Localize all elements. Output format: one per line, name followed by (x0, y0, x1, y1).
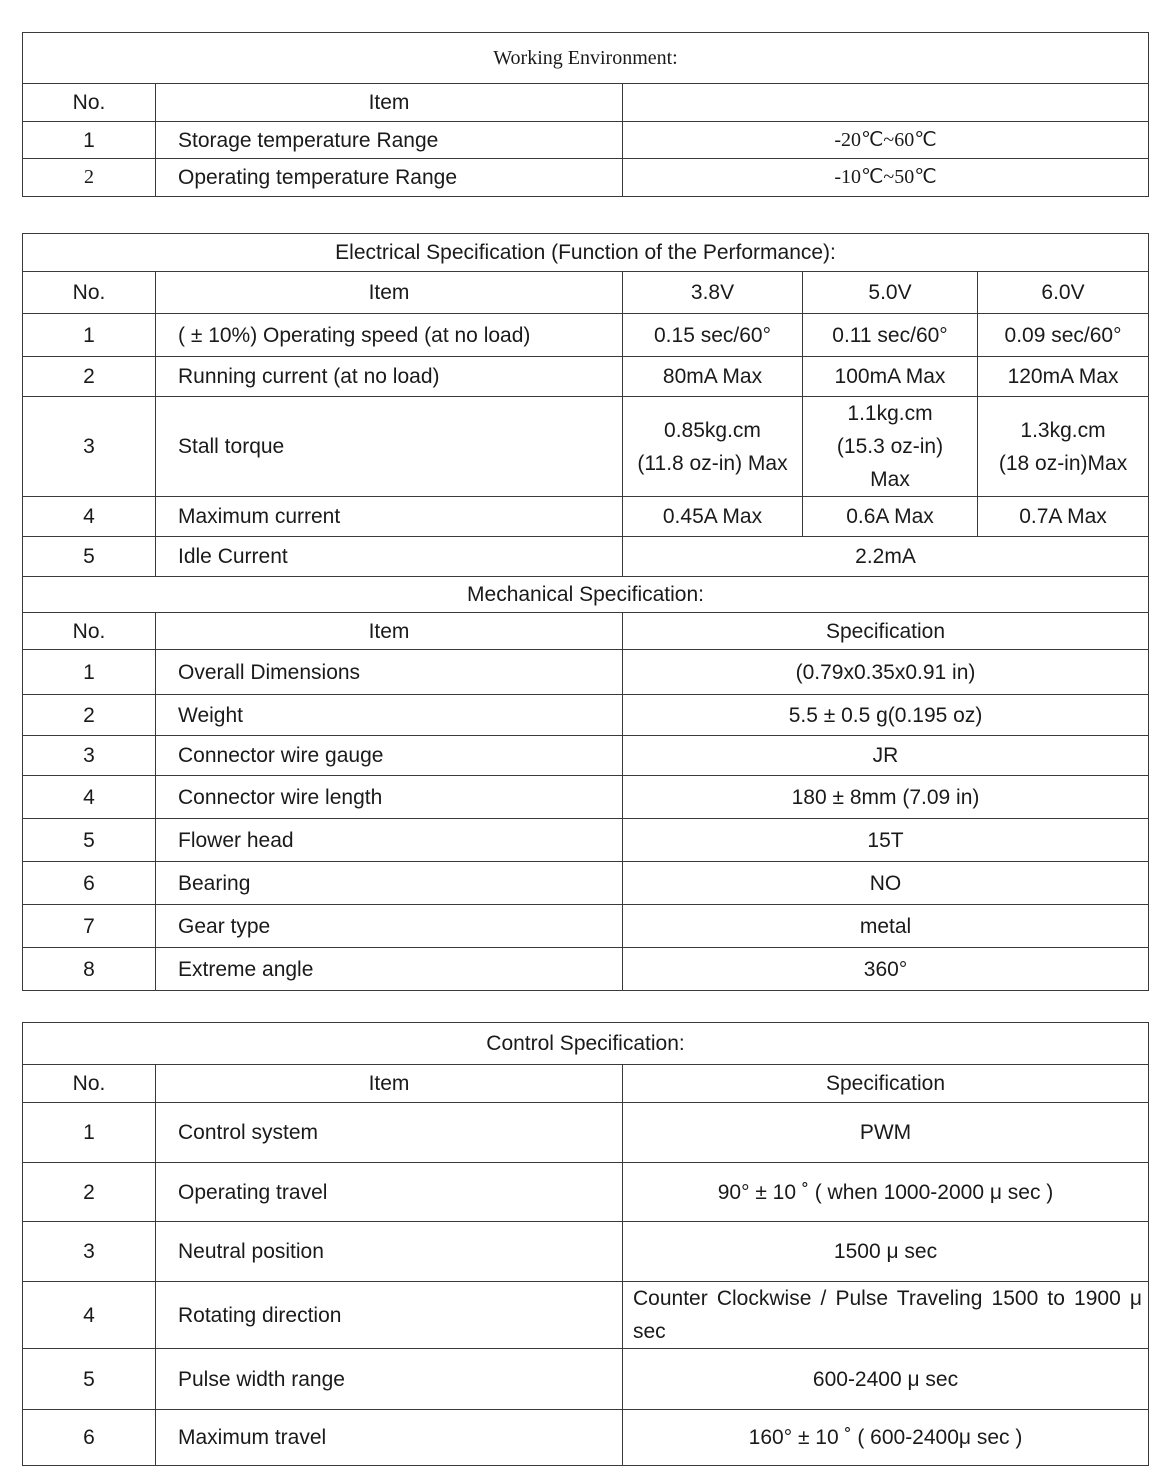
table-row (23, 497, 1149, 537)
row-no: 2 (23, 159, 156, 197)
row-value: -10℃~50℃ (623, 159, 1149, 197)
row-value: Counter Clockwise / Pulse Traveling 1500 to 1900 μ sec (623, 1282, 1149, 1349)
control-title: Control Specification: (23, 1023, 1149, 1065)
header-specification: Specification (623, 1065, 1149, 1103)
table-row (23, 948, 1149, 991)
row-item: Control system (156, 1103, 623, 1163)
header-item: Item (156, 613, 623, 650)
row-value-3-8v: 80mA Max (623, 357, 803, 397)
header-no: No. (23, 272, 156, 314)
row-value-6-0v: 0.09 sec/60° (978, 314, 1149, 357)
working-environment-title: Working Environment: (23, 33, 1149, 84)
table-row (23, 1349, 1149, 1410)
table-row (23, 1222, 1149, 1282)
table-row (23, 314, 1149, 357)
row-value-5-0v: 1.1kg.cm (15.3 oz-in) Max (803, 397, 978, 497)
row-item: Operating temperature Range (156, 159, 623, 197)
table-row (23, 1163, 1149, 1222)
header-no: No. (23, 1065, 156, 1103)
header-item: Item (156, 1065, 623, 1103)
row-item: Running current (at no load) (156, 357, 623, 397)
header-5-0v: 5.0V (803, 272, 978, 314)
row-item: ( ± 10%) Operating speed (at no load) (156, 314, 623, 357)
table-row (23, 1282, 1149, 1349)
row-value-3-8v: 0.45A Max (623, 497, 803, 537)
row-item: Flower head (156, 819, 623, 862)
row-no: 2 (23, 357, 156, 397)
row-no: 6 (23, 862, 156, 905)
row-item: Extreme angle (156, 948, 623, 991)
row-no: 5 (23, 1349, 156, 1410)
row-value: -20℃~60℃ (623, 122, 1149, 159)
table-row (23, 650, 1149, 695)
row-item: Operating travel (156, 1163, 623, 1222)
row-item: Gear type (156, 905, 623, 948)
row-item: Idle Current (156, 537, 623, 577)
row-item: Connector wire gauge (156, 736, 623, 776)
table-row (23, 695, 1149, 736)
row-value: 600-2400 μ sec (623, 1349, 1149, 1410)
header-no: No. (23, 613, 156, 650)
row-no: 3 (23, 397, 156, 497)
mechanical-title: Mechanical Specification: (23, 577, 1149, 613)
table-row (23, 1410, 1149, 1466)
row-value-3-8v: 0.85kg.cm (11.8 oz-in) Max (623, 397, 803, 497)
table-row (23, 905, 1149, 948)
row-value: 15T (623, 819, 1149, 862)
row-value-6-0v: 1.3kg.cm (18 oz-in)Max (978, 397, 1149, 497)
row-value: 90° ± 10 ˚ ( when 1000-2000 μ sec ) (623, 1163, 1149, 1222)
row-value-6-0v: 120mA Max (978, 357, 1149, 397)
header-no: No. (23, 84, 156, 122)
header-3-8v: 3.8V (623, 272, 803, 314)
row-value: NO (623, 862, 1149, 905)
working-environment-table (22, 32, 1149, 197)
row-item: Maximum current (156, 497, 623, 537)
row-value: 360° (623, 948, 1149, 991)
row-value-5-0v: 0.6A Max (803, 497, 978, 537)
row-value-5-0v: 0.11 sec/60° (803, 314, 978, 357)
table-row (23, 537, 1149, 577)
table-row (23, 776, 1149, 819)
table-row (23, 819, 1149, 862)
row-item: Stall torque (156, 397, 623, 497)
row-item: Bearing (156, 862, 623, 905)
row-no: 4 (23, 1282, 156, 1349)
row-value: metal (623, 905, 1149, 948)
row-value: 5.5 ± 0.5 g(0.195 oz) (623, 695, 1149, 736)
table-row (23, 122, 1149, 159)
row-no: 1 (23, 650, 156, 695)
table-row (23, 736, 1149, 776)
row-no: 1 (23, 122, 156, 159)
row-no: 5 (23, 537, 156, 577)
row-value: (0.79x0.35x0.91 in) (623, 650, 1149, 695)
row-item: Overall Dimensions (156, 650, 623, 695)
row-no: 1 (23, 1103, 156, 1163)
row-value-6-0v: 0.7A Max (978, 497, 1149, 537)
row-item: Connector wire length (156, 776, 623, 819)
header-item: Item (156, 84, 623, 122)
row-item: Pulse width range (156, 1349, 623, 1410)
header-value (623, 84, 1149, 122)
table-row (23, 862, 1149, 905)
row-item: Maximum travel (156, 1410, 623, 1466)
table-row (23, 397, 1149, 497)
row-item: Storage temperature Range (156, 122, 623, 159)
row-value-5-0v: 100mA Max (803, 357, 978, 397)
header-item: Item (156, 272, 623, 314)
header-6-0v: 6.0V (978, 272, 1149, 314)
table-row (23, 1103, 1149, 1163)
row-no: 7 (23, 905, 156, 948)
row-no: 5 (23, 819, 156, 862)
row-item: Neutral position (156, 1222, 623, 1282)
row-value: 1500 μ sec (623, 1222, 1149, 1282)
row-no: 4 (23, 776, 156, 819)
row-value: 2.2mA (623, 537, 1149, 577)
table-row (23, 159, 1149, 197)
row-value-3-8v: 0.15 sec/60° (623, 314, 803, 357)
control-specification-table (22, 1022, 1149, 1466)
row-no: 2 (23, 695, 156, 736)
electrical-mechanical-table (22, 233, 1149, 991)
row-value: PWM (623, 1103, 1149, 1163)
header-specification: Specification (623, 613, 1149, 650)
row-no: 3 (23, 1222, 156, 1282)
row-no: 3 (23, 736, 156, 776)
table-row (23, 357, 1149, 397)
row-no: 4 (23, 497, 156, 537)
row-no: 6 (23, 1410, 156, 1466)
row-value: JR (623, 736, 1149, 776)
row-item: Rotating direction (156, 1282, 623, 1349)
row-no: 2 (23, 1163, 156, 1222)
electrical-title: Electrical Specification (Function of the Performance): (23, 234, 1149, 272)
row-no: 8 (23, 948, 156, 991)
row-value: 160° ± 10 ˚ ( 600-2400μ sec ) (623, 1410, 1149, 1466)
row-value: 180 ± 8mm (7.09 in) (623, 776, 1149, 819)
row-item: Weight (156, 695, 623, 736)
row-no: 1 (23, 314, 156, 357)
